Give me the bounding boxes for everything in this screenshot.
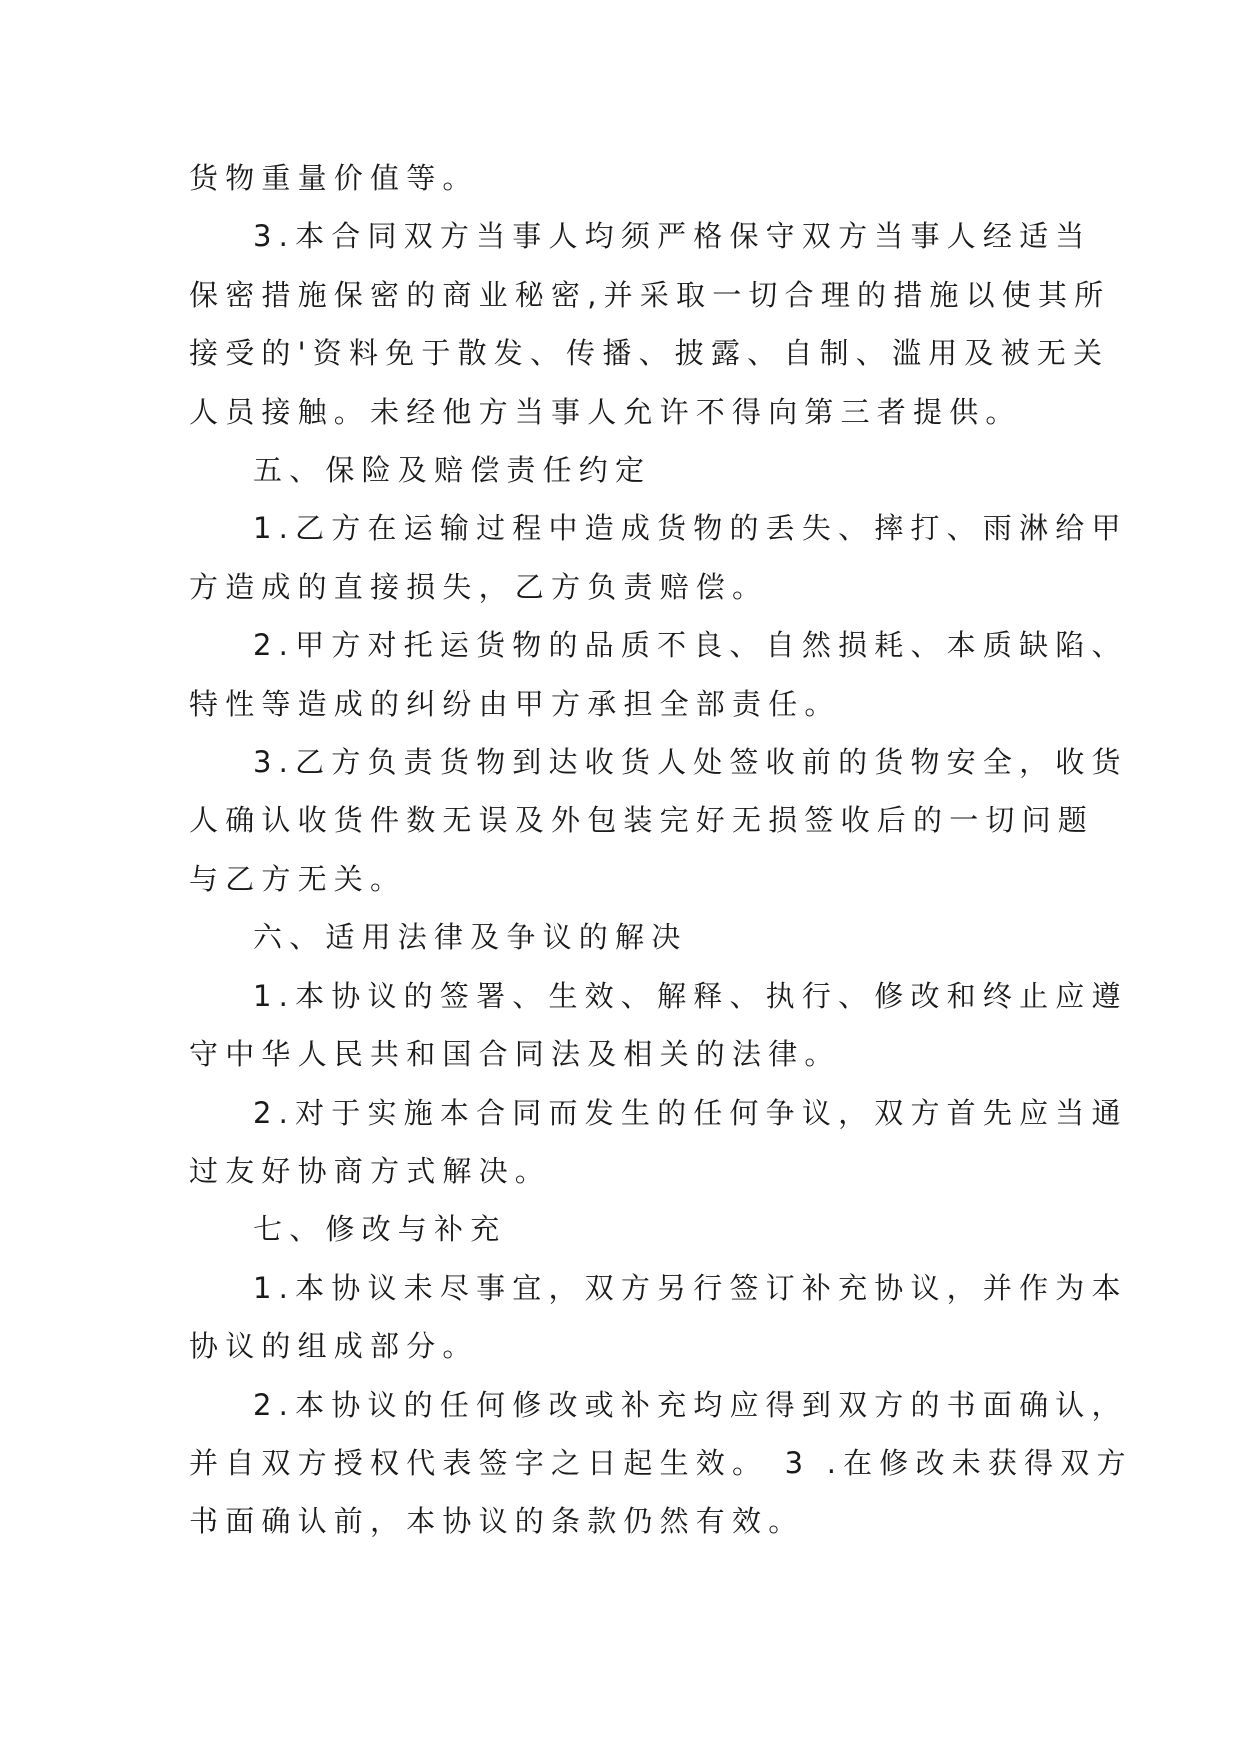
text-line: 1.乙方在运输过程中造成货物的丢失、摔打、雨淋给甲 [253,511,1128,546]
text-line: 七、修改与补充 [253,1212,507,1247]
clause-confidentiality [189,207,1111,441]
section-heading-amendment [189,1200,1089,1258]
text-line: 过友好协商方式解决。 [189,1153,552,1188]
text-line: 货物重量价值等。 [189,161,479,195]
text-line: 人确认收货件数无误及外包装完好无损签收后的一切问题 [189,803,1095,838]
text-line: 3.乙方负责货物到达收货人处签收前的货物安全，收货 [253,745,1128,780]
text-line: 2.本协议的任何修改或补充均应得到双方的书面确认， [253,1387,1128,1422]
clause-governing-law [189,967,1128,1084]
text-line: 协议的组成部分。 [189,1329,479,1364]
text-line: 接受的'资料免于散发、传播、披露、自制、滥用及被无关 [189,336,1110,371]
text-line: 1.本协议未尽事宜，双方另行签订补充协议，并作为本 [253,1270,1128,1305]
text-line: 保密措施保密的商业秘密,并采取一切合理的措施以使其所 [189,277,1111,312]
paragraph [189,149,1089,207]
section-heading-insurance [189,441,1089,499]
text-line: 方造成的直接损失，乙方负责赔偿。 [189,569,769,604]
text-line: 3.本合同双方当事人均须严格保守双方当事人经适当 [253,219,1092,254]
document-body [189,149,1133,1551]
text-line: 特性等造成的纠纷由甲方承担全部责任。 [189,686,841,721]
clause-supplementary [189,1259,1128,1376]
text-line: 人员接触。未经他方当事人允许不得向第三者提供。 [189,394,1022,429]
text-line: 2.甲方对托运货物的品质不良、自然损耗、本质缺陷、 [253,628,1128,663]
clause-written-confirmation [189,1376,1133,1551]
clause-delivery-safety [189,733,1128,908]
text-line: 并自双方授权代表签字之日起生效。 3 .在修改未获得双方 [189,1445,1133,1480]
clause-quality-disputes [189,616,1128,733]
section-heading-law [189,908,1089,966]
text-line: 2.对于实施本合同而发生的任何争议，双方首先应当通 [253,1095,1128,1130]
text-line: 1.本协议的签署、生效、解释、执行、修改和终止应遵 [253,978,1128,1013]
text-line: 书面确认前，本协议的条款仍然有效。 [189,1504,805,1539]
text-line: 六、适用法律及争议的解决 [253,920,688,955]
text-line: 守中华人民共和国合同法及相关的法律。 [189,1037,841,1072]
clause-loss-compensation [189,499,1128,616]
clause-dispute-resolution [189,1084,1128,1201]
text-line: 与乙方无关。 [189,861,407,896]
text-line: 五、保险及赔偿责任约定 [253,453,652,488]
